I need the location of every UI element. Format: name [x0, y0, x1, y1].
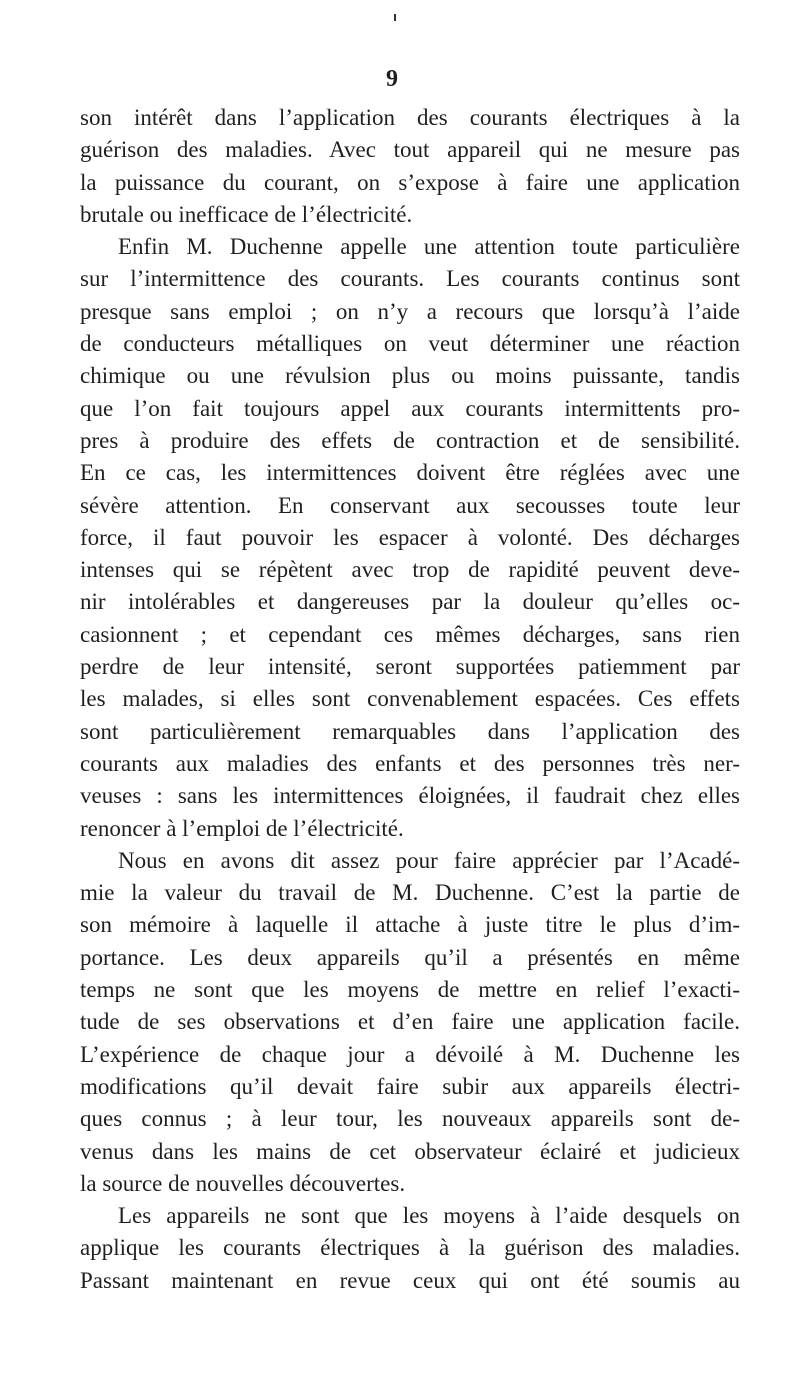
- text-line: tude de ses observations et d’en faire une application facile.: [80, 1009, 740, 1035]
- text-line: En ce cas, les intermittences doivent être réglées avec une: [80, 460, 740, 486]
- text-line: son mémoire à laquelle il attache à juste titre le plus d’im-: [80, 912, 740, 938]
- text-line: les malades, si elles sont convenablement espacées. Ces effets: [80, 686, 740, 712]
- text-line: sur l’intermittence des courants. Les courants continus sont: [80, 266, 740, 292]
- text-line: applique les courants électriques à la guérison des maladies.: [80, 1235, 740, 1261]
- text-line: mie la valeur du travail de M. Duchenne. C’est la partie de: [80, 880, 740, 906]
- text-line: pres à produire des effets de contraction et de sensibilité.: [80, 427, 740, 453]
- text-line: que l’on fait toujours appel aux courants intermittents pro-: [80, 395, 740, 421]
- text-line: perdre de leur intensité, seront supportées patiemment par: [80, 654, 740, 680]
- text-line: Les appareils ne sont que les moyens à l’aide desquels on: [118, 1203, 740, 1229]
- text-line: nir intolérables et dangereuses par la douleur qu’elles oc-: [80, 589, 740, 615]
- text-line: Passant maintenant en revue ceux qui ont été soumis au: [80, 1267, 740, 1293]
- text-line: veuses : sans les intermittences éloignées, il faudrait chez elles: [80, 783, 740, 809]
- text-line: la source de nouvelles découvertes.: [80, 1170, 406, 1196]
- text-line: Nous en avons dit assez pour faire apprécier par l’Acadé-: [118, 847, 740, 873]
- page-number: 9: [386, 66, 398, 92]
- text-line: sévère attention. En conservant aux secousses toute leur: [80, 492, 740, 518]
- text-line: intenses qui se répètent avec trop de rapidité peuvent deve-: [80, 557, 740, 583]
- text-line: modifications qu’il devait faire subir aux appareils électri-: [80, 1073, 740, 1099]
- text-line: casionnent ; et cependant ces mêmes décharges, sans rien: [80, 621, 740, 647]
- text-line: courants aux maladies des enfants et des personnes très ner-: [80, 750, 740, 776]
- text-line: portance. Les deux appareils qu’il a présentés en même: [80, 944, 740, 970]
- margin-mark: [394, 14, 396, 21]
- text-line: de conducteurs métalliques on veut déterminer une réaction: [80, 331, 740, 357]
- body-text: [80, 102, 740, 1297]
- text-line: guérison des maladies. Avec tout appareil qui ne mesure pas: [80, 137, 740, 163]
- text-line: brutale ou inefficace de l’électricité.: [80, 201, 413, 227]
- text-line: presque sans emploi ; on n’y a recours que lorsqu’à l’aide: [80, 298, 740, 324]
- text-line: chimique ou une révulsion plus ou moins puissante, tandis: [80, 363, 740, 389]
- text-line: force, il faut pouvoir les espacer à volonté. Des décharges: [80, 524, 740, 550]
- text-line: renoncer à l’emploi de l’électricité.: [80, 815, 404, 841]
- text-line: ques connus ; à leur tour, les nouveaux appareils sont de-: [80, 1106, 740, 1132]
- text-line: la puissance du courant, on s’expose à faire une application: [80, 169, 740, 195]
- text-line: L’expérience de chaque jour a dévoilé à M. Duchenne les: [80, 1041, 740, 1067]
- text-line: son intérêt dans l’application des courants électriques à la: [80, 105, 740, 130]
- text-line: venus dans les mains de cet observateur éclairé et judicieux: [80, 1138, 740, 1164]
- text-line: temps ne sont que les moyens de mettre en relief l’exacti-: [80, 977, 740, 1003]
- text-line: Enfin M. Duchenne appelle une attention toute particulière: [118, 234, 740, 260]
- text-line: sont particulièrement remarquables dans l’application des: [80, 718, 740, 744]
